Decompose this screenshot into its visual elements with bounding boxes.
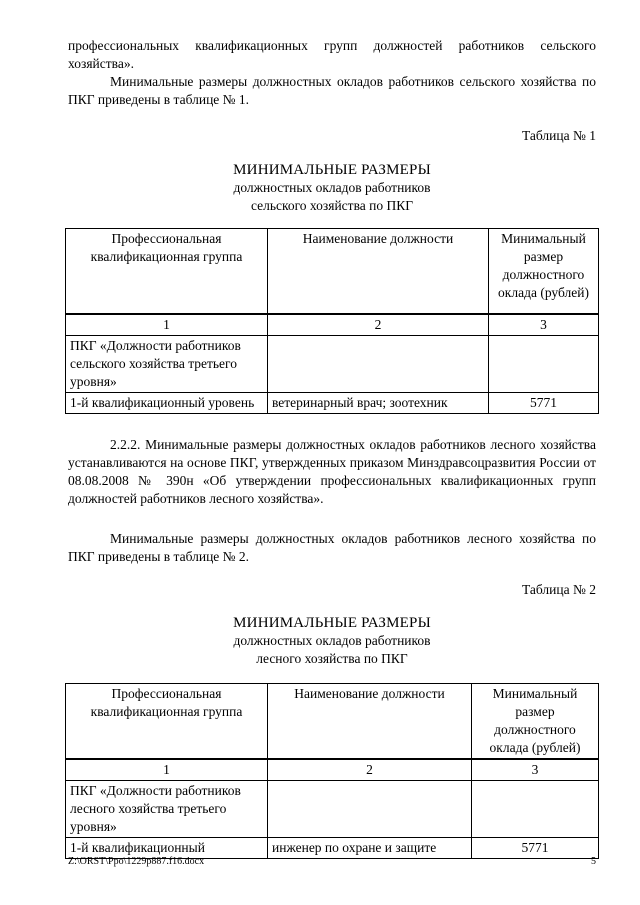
table1-title (68, 161, 596, 215)
table-row (66, 393, 599, 414)
table1-header-cell: Минимальный размер должностного оклада (рублей) (489, 229, 599, 315)
section-paragraph: 2.2.2. Минимальные размеры должностных окладов работников лесного хозяйства устанавливаются на основе ПКГ, утвержденных приказом Минздравсоцразвития России от 08.08.2008 № 390н «Об утверждении профессиональных квалификационных групп должностей работников лесного хозяйства». (68, 437, 596, 506)
table2-number-row (66, 759, 599, 781)
table-cell: инженер по охране и защите (268, 838, 472, 859)
table1-number-cell: 1 (66, 314, 268, 336)
table2-number-cell: 3 (472, 759, 599, 781)
section-paragraph-ref: Минимальные размеры должностных окладов работников лесного хозяйства по ПКГ приведены в таблице № 2. (68, 531, 596, 564)
table2 (65, 683, 599, 859)
table2-title-sub1: должностных окладов работников (233, 633, 431, 648)
table1-header-cell: Профессиональная квалификационная группа (66, 229, 268, 315)
intro-paragraph-end: профессиональных квалификационных групп должностей работников сельского хозяйства». (68, 38, 596, 71)
table1-number-cell: 3 (489, 314, 599, 336)
footer-file-path: Z:\ORST\Ppo\1229p887.f16.docx (68, 856, 205, 867)
table-row (66, 336, 599, 393)
table-row (66, 781, 599, 838)
table1 (65, 228, 599, 414)
table1-header-cell: Наименование должности (268, 229, 489, 315)
table1-number-row (66, 314, 599, 336)
intro-paragraph: Минимальные размеры должностных окладов работников сельского хозяйства по ПКГ приведены в таблице № 1. (68, 74, 596, 107)
table2-number-cell: 1 (66, 759, 268, 781)
table2-number-cell: 2 (268, 759, 472, 781)
table-cell: 5771 (472, 838, 599, 859)
table-cell: 1-й квалификационный (66, 838, 268, 859)
table1-number-cell: 2 (268, 314, 489, 336)
table2-header-row (66, 684, 599, 760)
table-cell (489, 336, 599, 393)
table1-title-sub2: сельского хозяйства по ПКГ (250, 198, 414, 213)
table2-header-cell: Профессиональная квалификационная группа (66, 684, 268, 760)
table2-title (68, 614, 596, 668)
table-cell (268, 336, 489, 393)
page-number: 5 (591, 856, 596, 867)
table-cell: ПКГ «Должности работников сельского хозяйства третьего уровня» (66, 336, 268, 393)
table-cell (268, 781, 472, 838)
table1-header-row (66, 229, 599, 315)
table2-label: Таблица № 2 (522, 582, 596, 597)
table2-title-sub2: лесного хозяйства по ПКГ (256, 651, 408, 666)
table-cell: 1-й квалификационный уровень (66, 393, 268, 414)
table2-title-main: МИНИМАЛЬНЫЕ РАЗМЕРЫ (233, 615, 431, 631)
table2-header-cell: Минимальный размер должностного оклада (рублей) (472, 684, 599, 760)
table-cell (472, 781, 599, 838)
table1-title-main: МИНИМАЛЬНЫЕ РАЗМЕРЫ (233, 162, 431, 178)
table-cell: 5771 (489, 393, 599, 414)
table1-label: Таблица № 1 (522, 128, 596, 143)
table2-header-cell: Наименование должности (268, 684, 472, 760)
table-cell: ПКГ «Должности работников лесного хозяйства третьего уровня» (66, 781, 268, 838)
table1-title-sub1: должностных окладов работников (233, 180, 431, 195)
table-cell: ветеринарный врач; зоотехник (268, 393, 489, 414)
